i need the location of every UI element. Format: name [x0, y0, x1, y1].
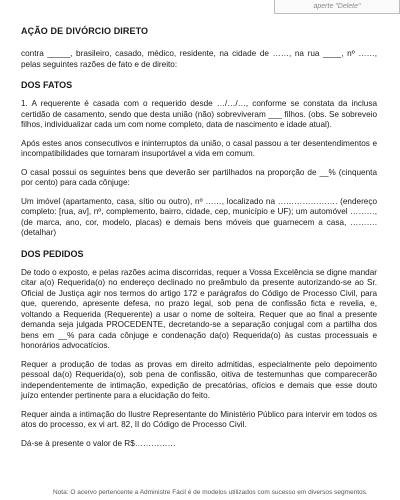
facts-paragraph: 1. A requerente é casada com o requerido desde …/…/…, conforme se constata da inclusa certidão de casamento, sendo que desta união (não) sobreviveram ___ filhos. (obs. Se sobreveio filhos, individualizar cada um com nome completo, data de nascimento e idade atual). [21, 99, 377, 129]
requests-paragraph: De todo o exposto, e pelas razões acima discorridas, requer a Vossa Excelência se digne mandar citar a(o) Requerida(o) no endereço declinado no preâmbulo da presente autorizando-se ao Sr. Oficial de Justiça agir nos termos do artigo 172 e parágrafos do Código de Processo Civil, para que, querendo, apresente defesa, no prazo legal, sob pena de confissão ficta e revelia, e, voltando a Requerida (Requerente) a usar o nome de solteira. Requer que ao final a presente demanda seja julgada PROCEDENTE, decretando-se a separação conjugal com a partilha dos bens em __% para cada cônjuge e condenação da(o) Requerida(o) às custas processuais e honorários advocatícios. [21, 267, 377, 350]
document-title: AÇÃO DE DIVÓRCIO DIRETO [21, 26, 149, 36]
section-heading-requests: DOS PEDIDOS [21, 248, 84, 259]
requests-paragraph: Dá-se à presente o valor de R$…………… [21, 438, 176, 448]
requests-paragraph: Requer a produção de todas as provas em direito admitidas, especialmente pelo depoimento pessoal da(o) Requerida(o), sob pena de confissão, oitiva de testemunhas que comparecerão independentemente de intimação, expedição de precatórias, ofícios e demais que esse douto juízo entender pertinente para a elucidação do feito. [21, 359, 377, 400]
intro-paragraph: contra _____, brasileiro, casado, médico, residente, na cidade de ……, na rua ____, nº ……, pelas seguintes razões de fato e de direito: [21, 49, 377, 69]
requests-paragraph: Requer ainda a intimação do Ilustre Representante do Ministério Público para intervir em todos os atos do processo, ex vi art. 82, II do Código de Processo Civil. [21, 409, 377, 429]
delete-hint-box: aperte "Delete" [274, 0, 400, 14]
facts-paragraph: Após estes anos consecutivos e ininterruptos da união, o casal passou a ter desentendimentos e incompatibilidades que tornaram insuportável a vida em comum. [21, 138, 377, 158]
section-heading-facts: DOS FATOS [21, 80, 73, 90]
facts-paragraph: O casal possui os seguintes bens que deverão ser partilhados na proporção de __% (cinquenta por cento) para cada cônjuge: [21, 167, 377, 187]
footer-note: Nota: O acervo pertencente a Administre Fácil é de modelos utilizados com sucesso em diversos segmentos. [53, 489, 368, 496]
facts-paragraph: Um imóvel (apartamento, casa, sítio ou outro), nº ……, localizado na …………………. (endereço completo: [rua, av], nº, complemento, bairro, cidade, cep, município e UF); um automóvel ………, (de marca, ano, cor, modelo, placas) e demais bens móveis que guarnecem a casa, ………. (detalhar) [21, 196, 377, 237]
document-body [21, 26, 377, 457]
